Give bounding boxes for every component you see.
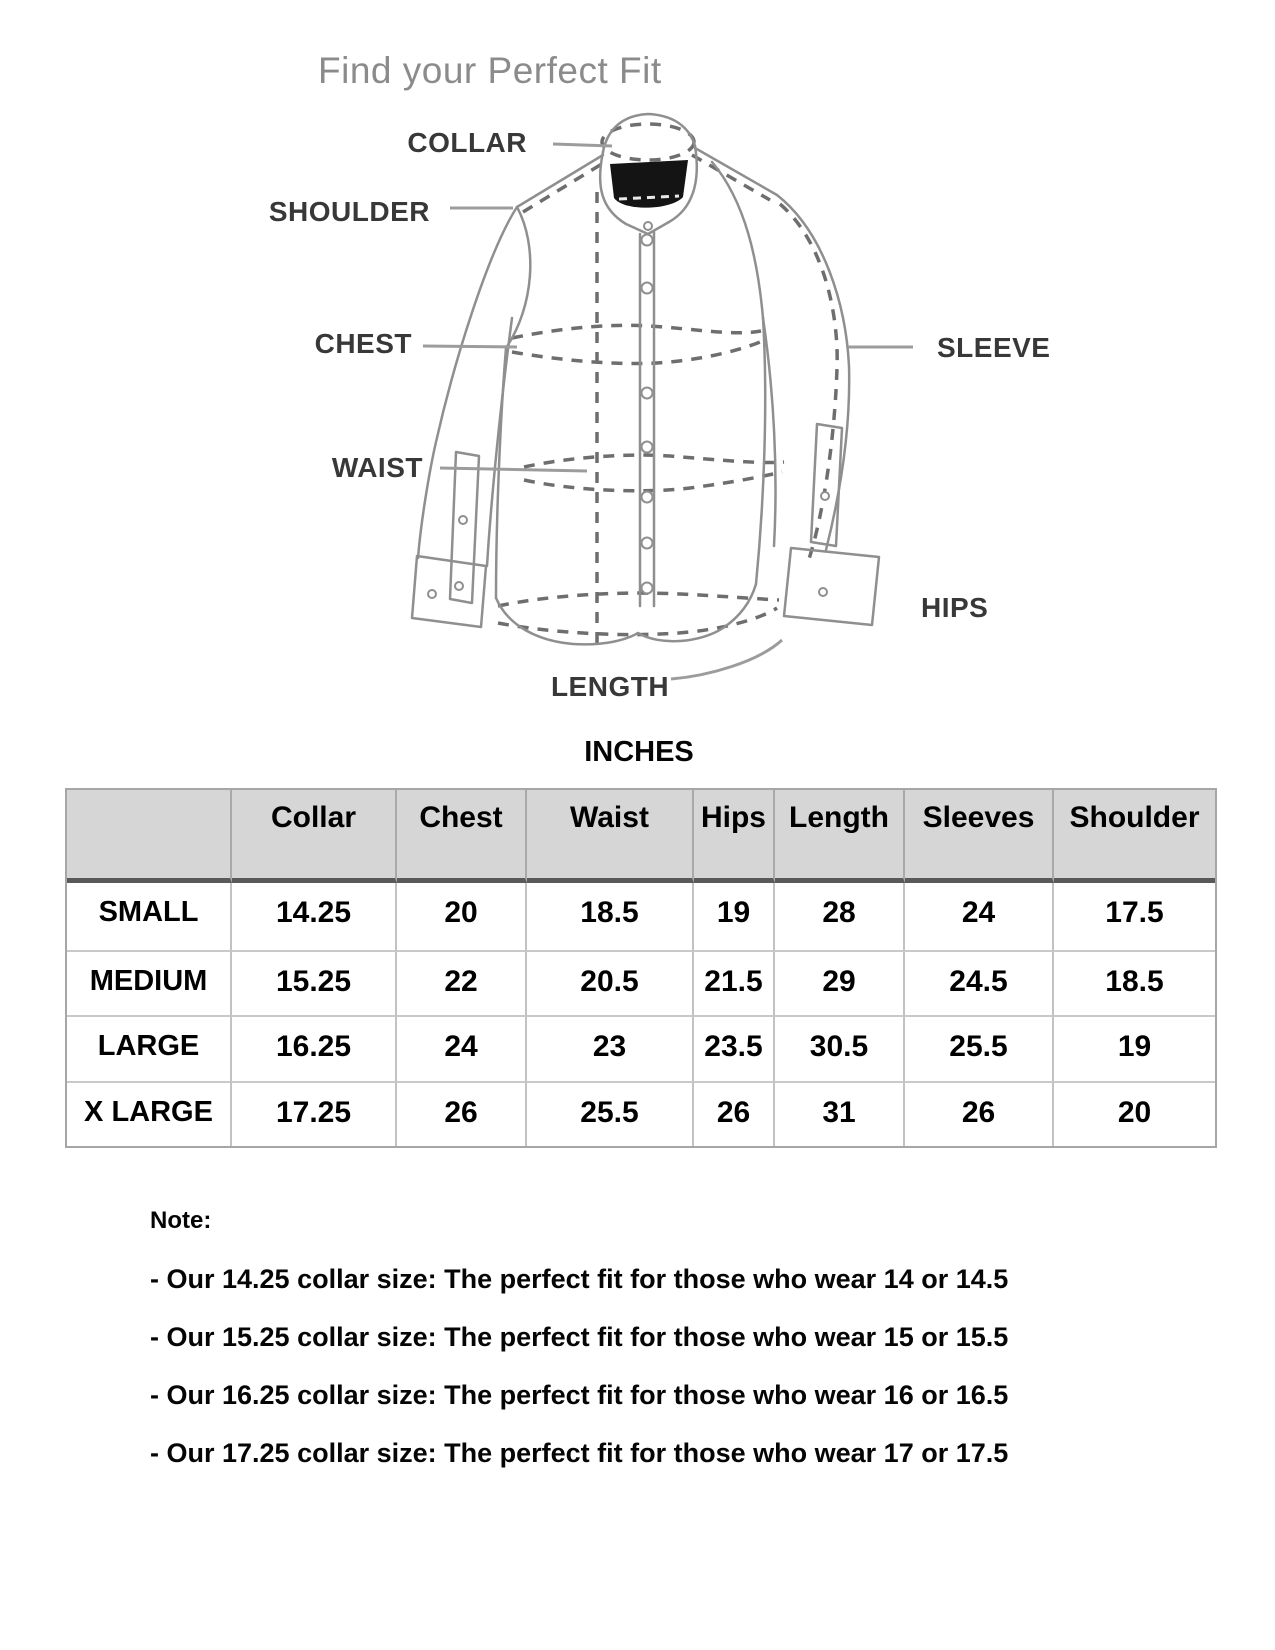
size-value: 26 bbox=[905, 1083, 1054, 1146]
collar-pointer bbox=[553, 144, 612, 146]
size-value: 30.5 bbox=[775, 1017, 905, 1083]
size-value: 14.25 bbox=[232, 883, 397, 952]
size-value: 29 bbox=[775, 952, 905, 1017]
size-value: 31 bbox=[775, 1083, 905, 1146]
collar-measure-line bbox=[602, 124, 694, 160]
size-value: 24 bbox=[905, 883, 1054, 952]
note-item: - Our 16.25 collar size: The perfect fit for those who wear 16 or 16.5 bbox=[150, 1380, 1009, 1410]
shoulder-label: SHOULDER bbox=[268, 196, 430, 227]
size-value: 19 bbox=[694, 883, 775, 952]
size-value: 28 bbox=[775, 883, 905, 952]
size-value: 25.5 bbox=[905, 1017, 1054, 1083]
size-value: 20.5 bbox=[527, 952, 694, 1017]
length-pointer bbox=[671, 640, 782, 679]
column-header-shoulder: Shoulder bbox=[1054, 790, 1215, 883]
size-label: SMALL bbox=[67, 883, 232, 952]
column-header-hips: Hips bbox=[694, 790, 775, 883]
sleeve-measure-line bbox=[780, 204, 837, 559]
size-value: 20 bbox=[397, 883, 527, 952]
column-header-sleeves: Sleeves bbox=[905, 790, 1054, 883]
size-value: 18.5 bbox=[527, 883, 694, 952]
column-header-length: Length bbox=[775, 790, 905, 883]
size-value: 26 bbox=[694, 1083, 775, 1146]
waist-pointer bbox=[440, 468, 587, 471]
size-label: LARGE bbox=[67, 1017, 232, 1083]
size-value: 21.5 bbox=[694, 952, 775, 1017]
size-value: 19 bbox=[1054, 1017, 1215, 1083]
chest-pointer bbox=[423, 346, 517, 347]
column-header-waist: Waist bbox=[527, 790, 694, 883]
size-value: 23 bbox=[527, 1017, 694, 1083]
size-value: 17.25 bbox=[232, 1083, 397, 1146]
size-label: X LARGE bbox=[67, 1083, 232, 1146]
size-value: 24.5 bbox=[905, 952, 1054, 1017]
waist-label: WAIST bbox=[331, 452, 423, 483]
hips-label: HIPS bbox=[921, 592, 989, 623]
chest-measure-line bbox=[512, 325, 761, 338]
size-table bbox=[65, 788, 1217, 1148]
shirt-measurement-diagram bbox=[240, 100, 1050, 720]
column-header-collar: Collar bbox=[232, 790, 397, 883]
units-heading: INCHES bbox=[584, 736, 694, 768]
shoulder-measure-line-left bbox=[523, 162, 605, 212]
shoulder-measure-line-right bbox=[692, 155, 770, 200]
size-value: 22 bbox=[397, 952, 527, 1017]
length-label: LENGTH bbox=[550, 671, 670, 702]
size-value: 26 bbox=[397, 1083, 527, 1146]
collar-band-fill bbox=[610, 160, 688, 208]
page-title: Find your Perfect Fit bbox=[318, 50, 662, 91]
note-item: - Our 15.25 collar size: The perfect fit for those who wear 15 or 15.5 bbox=[150, 1322, 1009, 1352]
column-header-chest: Chest bbox=[397, 790, 527, 883]
size-value: 18.5 bbox=[1054, 952, 1215, 1017]
size-value: 16.25 bbox=[232, 1017, 397, 1083]
size-value: 20 bbox=[1054, 1083, 1215, 1146]
chest-label: CHEST bbox=[314, 328, 412, 359]
note-item: - Our 17.25 collar size: The perfect fit for those who wear 17 or 17.5 bbox=[150, 1438, 1009, 1468]
hips-measure-line bbox=[498, 593, 779, 606]
size-value: 17.5 bbox=[1054, 883, 1215, 952]
size-value: 24 bbox=[397, 1017, 527, 1083]
notes-heading: Note: bbox=[150, 1207, 212, 1234]
size-value: 25.5 bbox=[527, 1083, 694, 1146]
size-label: MEDIUM bbox=[67, 952, 232, 1017]
sleeve-label: SLEEVE bbox=[937, 332, 1050, 363]
size-value: 15.25 bbox=[232, 952, 397, 1017]
size-value: 23.5 bbox=[694, 1017, 775, 1083]
note-item: - Our 14.25 collar size: The perfect fit for those who wear 14 or 14.5 bbox=[150, 1264, 1009, 1294]
column-header-size bbox=[67, 790, 232, 883]
collar-label: COLLAR bbox=[407, 127, 527, 158]
